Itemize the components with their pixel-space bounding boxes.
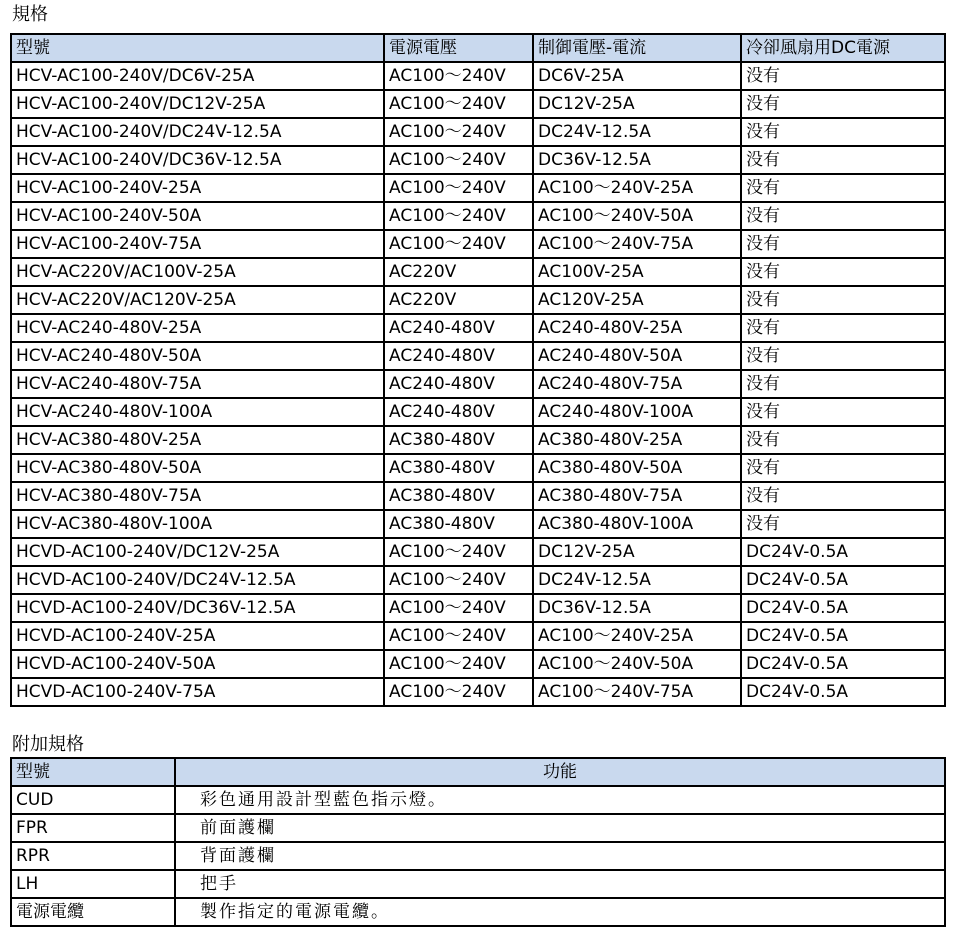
control-voltage-current-cell: AC100V-25A xyxy=(533,258,741,286)
header-model: 型號 xyxy=(11,34,384,62)
addon-table xyxy=(10,757,946,927)
control-voltage-current-cell: AC380-480V-100A xyxy=(533,510,741,538)
table-row xyxy=(11,870,945,898)
supply-voltage-cell: AC380-480V xyxy=(384,426,533,454)
model-cell: HCV-AC100-240V-25A xyxy=(11,174,384,202)
model-cell: HCV-AC100-240V/DC24V-12.5A xyxy=(11,118,384,146)
model-cell: HCV-AC240-480V-50A xyxy=(11,342,384,370)
fan-dc-supply-cell: 没有 xyxy=(741,342,945,370)
table-row xyxy=(11,258,945,286)
table-row xyxy=(11,118,945,146)
fan-dc-supply-cell: 没有 xyxy=(741,286,945,314)
table-row xyxy=(11,146,945,174)
spec-header-row xyxy=(11,34,945,62)
model-cell: HCV-AC380-480V-75A xyxy=(11,482,384,510)
supply-voltage-cell: AC240-480V xyxy=(384,370,533,398)
control-voltage-current-cell: AC100～240V-75A xyxy=(533,230,741,258)
fan-dc-supply-cell: DC24V-0.5A xyxy=(741,566,945,594)
model-cell: HCV-AC380-480V-100A xyxy=(11,510,384,538)
model-cell: LH xyxy=(11,870,175,898)
table-row xyxy=(11,786,945,814)
model-cell: HCV-AC100-240V/DC36V-12.5A xyxy=(11,146,384,174)
control-voltage-current-cell: AC380-480V-25A xyxy=(533,426,741,454)
control-voltage-current-cell: AC240-480V-100A xyxy=(533,398,741,426)
model-cell: HCV-AC220V/AC120V-25A xyxy=(11,286,384,314)
fan-dc-supply-cell: DC24V-0.5A xyxy=(741,594,945,622)
fan-dc-supply-cell: 没有 xyxy=(741,510,945,538)
table-row xyxy=(11,426,945,454)
control-voltage-current-cell: DC36V-12.5A xyxy=(533,594,741,622)
fan-dc-supply-cell: 没有 xyxy=(741,454,945,482)
fan-dc-supply-cell: 没有 xyxy=(741,370,945,398)
control-voltage-current-cell: AC100～240V-50A xyxy=(533,202,741,230)
header-model: 型號 xyxy=(11,758,175,786)
fan-dc-supply-cell: 没有 xyxy=(741,174,945,202)
table-row xyxy=(11,678,945,706)
control-voltage-current-cell: DC24V-12.5A xyxy=(533,566,741,594)
supply-voltage-cell: AC100～240V xyxy=(384,230,533,258)
table-row xyxy=(11,842,945,870)
header-function: 功能 xyxy=(175,758,945,786)
supply-voltage-cell: AC220V xyxy=(384,286,533,314)
table-row xyxy=(11,370,945,398)
table-row xyxy=(11,398,945,426)
model-cell: FPR xyxy=(11,814,175,842)
control-voltage-current-cell: DC36V-12.5A xyxy=(533,146,741,174)
supply-voltage-cell: AC380-480V xyxy=(384,482,533,510)
supply-voltage-cell: AC100～240V xyxy=(384,146,533,174)
addon-section-title: 附加規格 xyxy=(12,734,84,755)
model-cell: HCV-AC240-480V-25A xyxy=(11,314,384,342)
model-cell: 電源電纜 xyxy=(11,898,175,926)
fan-dc-supply-cell: 没有 xyxy=(741,62,945,90)
table-row xyxy=(11,454,945,482)
supply-voltage-cell: AC240-480V xyxy=(384,398,533,426)
table-row xyxy=(11,482,945,510)
spec-section-title: 規格 xyxy=(12,4,48,25)
header-supply-voltage: 電源電壓 xyxy=(384,34,533,62)
model-cell: HCV-AC380-480V-50A xyxy=(11,454,384,482)
control-voltage-current-cell: DC12V-25A xyxy=(533,538,741,566)
model-cell: HCVD-AC100-240V/DC12V-25A xyxy=(11,538,384,566)
model-cell: HCV-AC380-480V-25A xyxy=(11,426,384,454)
control-voltage-current-cell: AC100～240V-25A xyxy=(533,174,741,202)
supply-voltage-cell: AC100～240V xyxy=(384,566,533,594)
control-voltage-current-cell: AC120V-25A xyxy=(533,286,741,314)
fan-dc-supply-cell: 没有 xyxy=(741,202,945,230)
model-cell: HCV-AC100-240V/DC6V-25A xyxy=(11,62,384,90)
function-cell: 背面護欄 xyxy=(175,842,945,870)
table-row xyxy=(11,174,945,202)
table-row xyxy=(11,314,945,342)
supply-voltage-cell: AC380-480V xyxy=(384,510,533,538)
control-voltage-current-cell: AC240-480V-75A xyxy=(533,370,741,398)
supply-voltage-cell: AC240-480V xyxy=(384,314,533,342)
table-row xyxy=(11,90,945,118)
table-row xyxy=(11,566,945,594)
fan-dc-supply-cell: 没有 xyxy=(741,482,945,510)
table-row xyxy=(11,230,945,258)
table-row xyxy=(11,814,945,842)
fan-dc-supply-cell: 没有 xyxy=(741,146,945,174)
fan-dc-supply-cell: DC24V-0.5A xyxy=(741,538,945,566)
supply-voltage-cell: AC100～240V xyxy=(384,678,533,706)
function-cell: 製作指定的電源電纜。 xyxy=(175,898,945,926)
table-row xyxy=(11,510,945,538)
fan-dc-supply-cell: 没有 xyxy=(741,118,945,146)
control-voltage-current-cell: DC12V-25A xyxy=(533,90,741,118)
supply-voltage-cell: AC220V xyxy=(384,258,533,286)
control-voltage-current-cell: AC100～240V-75A xyxy=(533,678,741,706)
table-row xyxy=(11,342,945,370)
supply-voltage-cell: AC100～240V xyxy=(384,90,533,118)
supply-voltage-cell: AC100～240V xyxy=(384,62,533,90)
fan-dc-supply-cell: 没有 xyxy=(741,426,945,454)
fan-dc-supply-cell: 没有 xyxy=(741,230,945,258)
header-fan-dc-supply: 冷卻風扇用DC電源 xyxy=(741,34,945,62)
supply-voltage-cell: AC100～240V xyxy=(384,622,533,650)
model-cell: HCV-AC100-240V-75A xyxy=(11,230,384,258)
control-voltage-current-cell: AC100～240V-50A xyxy=(533,650,741,678)
supply-voltage-cell: AC100～240V xyxy=(384,650,533,678)
model-cell: HCVD-AC100-240V-50A xyxy=(11,650,384,678)
model-cell: HCV-AC240-480V-100A xyxy=(11,398,384,426)
supply-voltage-cell: AC100～240V xyxy=(384,118,533,146)
function-cell: 把手 xyxy=(175,870,945,898)
model-cell: HCVD-AC100-240V/DC36V-12.5A xyxy=(11,594,384,622)
supply-voltage-cell: AC380-480V xyxy=(384,454,533,482)
header-control-voltage-current: 制御電壓-電流 xyxy=(533,34,741,62)
control-voltage-current-cell: AC240-480V-25A xyxy=(533,314,741,342)
model-cell: HCVD-AC100-240V-25A xyxy=(11,622,384,650)
supply-voltage-cell: AC100～240V xyxy=(384,202,533,230)
function-cell: 前面護欄 xyxy=(175,814,945,842)
spec-table xyxy=(10,33,946,707)
control-voltage-current-cell: DC6V-25A xyxy=(533,62,741,90)
function-cell: 彩色通用設計型藍色指示燈。 xyxy=(175,786,945,814)
table-row xyxy=(11,622,945,650)
model-cell: RPR xyxy=(11,842,175,870)
fan-dc-supply-cell: 没有 xyxy=(741,314,945,342)
control-voltage-current-cell: AC380-480V-50A xyxy=(533,454,741,482)
control-voltage-current-cell: AC100～240V-25A xyxy=(533,622,741,650)
model-cell: HCV-AC220V/AC100V-25A xyxy=(11,258,384,286)
model-cell: HCVD-AC100-240V-75A xyxy=(11,678,384,706)
supply-voltage-cell: AC240-480V xyxy=(384,342,533,370)
table-row xyxy=(11,650,945,678)
table-row xyxy=(11,898,945,926)
model-cell: HCV-AC240-480V-75A xyxy=(11,370,384,398)
supply-voltage-cell: AC100～240V xyxy=(384,538,533,566)
table-row xyxy=(11,286,945,314)
table-row xyxy=(11,594,945,622)
fan-dc-supply-cell: DC24V-0.5A xyxy=(741,678,945,706)
model-cell: HCV-AC100-240V-50A xyxy=(11,202,384,230)
supply-voltage-cell: AC100～240V xyxy=(384,174,533,202)
control-voltage-current-cell: AC380-480V-75A xyxy=(533,482,741,510)
model-cell: HCV-AC100-240V/DC12V-25A xyxy=(11,90,384,118)
table-row xyxy=(11,202,945,230)
table-row xyxy=(11,538,945,566)
model-cell: HCVD-AC100-240V/DC24V-12.5A xyxy=(11,566,384,594)
fan-dc-supply-cell: 没有 xyxy=(741,90,945,118)
control-voltage-current-cell: DC24V-12.5A xyxy=(533,118,741,146)
fan-dc-supply-cell: 没有 xyxy=(741,258,945,286)
fan-dc-supply-cell: DC24V-0.5A xyxy=(741,650,945,678)
control-voltage-current-cell: AC240-480V-50A xyxy=(533,342,741,370)
addon-header-row xyxy=(11,758,945,786)
fan-dc-supply-cell: DC24V-0.5A xyxy=(741,622,945,650)
table-row xyxy=(11,62,945,90)
supply-voltage-cell: AC100～240V xyxy=(384,594,533,622)
fan-dc-supply-cell: 没有 xyxy=(741,398,945,426)
model-cell: CUD xyxy=(11,786,175,814)
